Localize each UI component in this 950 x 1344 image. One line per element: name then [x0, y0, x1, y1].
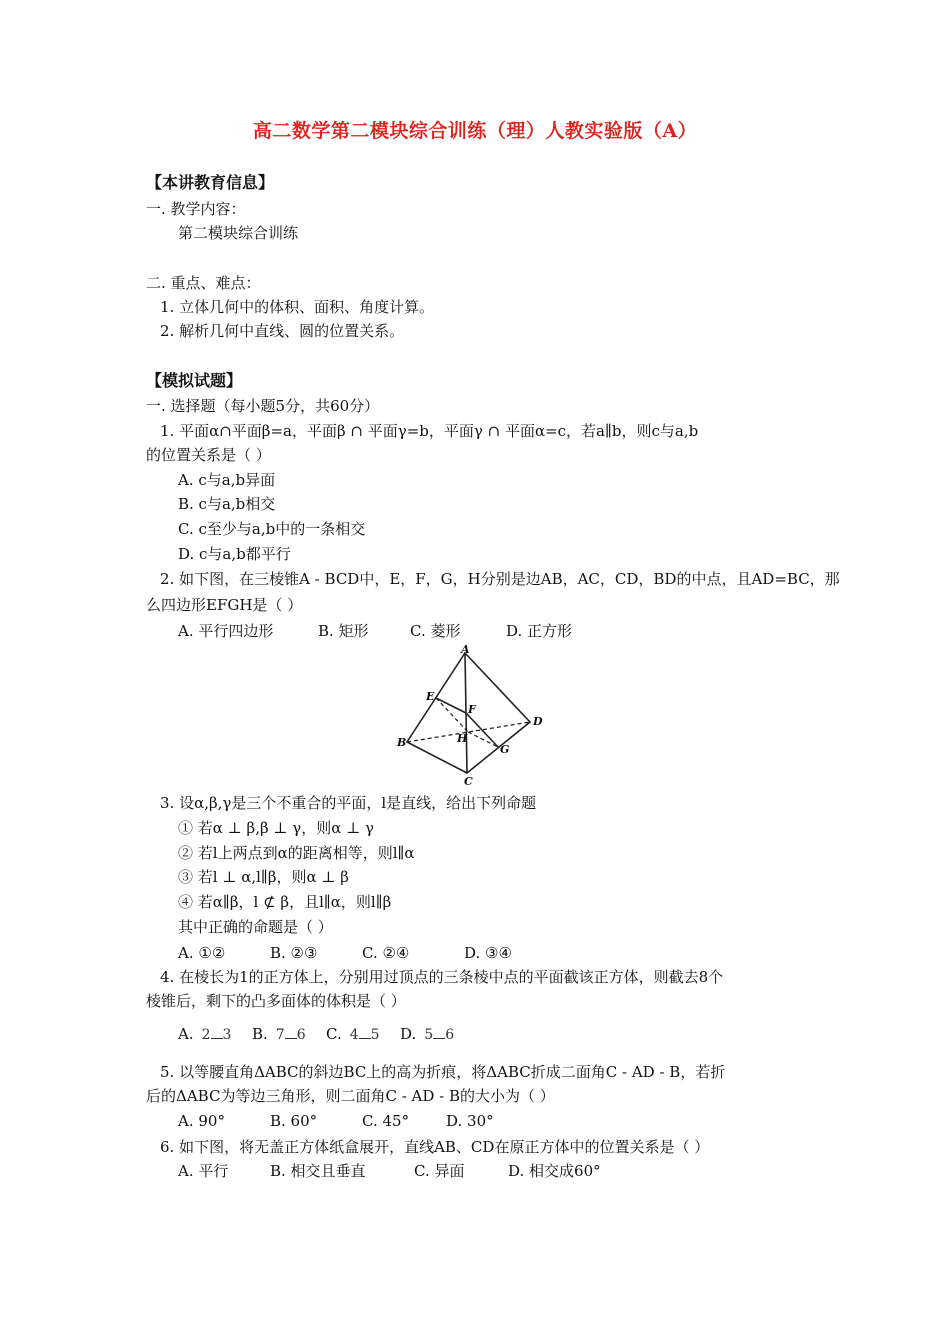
key-point-item: 2. 解析几何中直线、圆的位置关系。: [160, 322, 405, 340]
question-2-stem: 2. 如下图，在三棱锥A - BCD中，E，F，G，H分别是边AB，AC，CD，BD的中点，且AD=BC，那: [160, 570, 840, 588]
question-4-option: B. 7 6: [252, 1025, 306, 1043]
question-2-option: D. 正方形: [506, 622, 573, 640]
section-heading-practice: 【模拟试题】: [146, 371, 243, 390]
question-5-option: D. 30°: [446, 1112, 494, 1130]
question-1-option: B. c与a,b相交: [178, 495, 276, 513]
question-2-options: [178, 620, 572, 642]
question-4-options: [178, 1014, 458, 1054]
vertex-label-c: C: [464, 775, 473, 788]
question-3-option: B. ②③: [270, 944, 318, 962]
question-5-option: C. 45°: [362, 1112, 410, 1130]
question-3-proposition: ① 若α ⊥ β,β ⊥ γ，则α ⊥ γ: [178, 819, 374, 837]
question-3-proposition: ③ 若l ⊥ α,l∥β，则α ⊥ β: [178, 868, 349, 886]
question-1-option: A. c与a,b异面: [178, 471, 276, 489]
question-3-option: D. ③④: [464, 944, 512, 962]
question-6-option: C. 异面: [414, 1162, 465, 1180]
key-point-item: 1. 立体几何中的体积、面积、角度计算。: [160, 298, 435, 316]
question-5-stem: 5. 以等腰直角ΔABC的斜边BC上的高为折痕，将ΔABC折成二面角C - AD - B，若折: [160, 1063, 726, 1081]
vertex-label-f: F: [468, 703, 476, 716]
question-5-stem-cont: 后的ΔABC为等边三角形，则二面角C - AD - B的大小为（ ）: [146, 1087, 555, 1105]
section-heading-info: 【本讲教育信息】: [146, 173, 275, 192]
vertex-label-d: D: [533, 715, 543, 728]
question-4-option: A. 2 3: [178, 1025, 232, 1043]
question-1-option: D. c与a,b都平行: [178, 545, 291, 563]
question-3-option: C. ②④: [362, 944, 410, 962]
question-6-option: B. 相交且垂直: [270, 1162, 366, 1180]
question-2-option: A. 平行四边形: [178, 622, 274, 640]
question-2-stem-cont: 么四边形EFGH是（ ）: [146, 596, 303, 614]
question-4-stem-cont: 棱锥后，剩下的凸多面体的体积是（ ）: [146, 992, 406, 1010]
question-4-stem: 4. 在棱长为1的正方体上，分别用过顶点的三条棱中点的平面截该正方体，则截去8个: [160, 968, 724, 986]
question-4-option: C. 4 5: [326, 1025, 380, 1043]
question-3-proposition: ② 若l上两点到α的距离相等，则l∥α: [178, 844, 415, 862]
question-6-options: [178, 1160, 601, 1182]
part-label-multiple-choice: 一. 选择题（每小题5分，共60分）: [146, 397, 380, 415]
segment-ef: [436, 698, 466, 713]
question-5-option: B. 60°: [270, 1112, 318, 1130]
question-3-stem: 3. 设α,β,γ是三个不重合的平面，l是直线，给出下列命题: [160, 794, 537, 812]
key-points-label: 二. 重点、难点：: [146, 274, 261, 292]
question-4-option: D. 5 6: [400, 1025, 455, 1043]
question-2-option: C. 菱形: [410, 622, 461, 640]
edge-bc: [407, 742, 467, 773]
question-2-option: B. 矩形: [318, 622, 369, 640]
vertex-label-e: E: [426, 690, 435, 703]
segment-fg: [466, 713, 498, 747]
vertex-label-h: H: [457, 732, 468, 745]
teaching-content-text: 第二模块综合训练: [178, 224, 299, 242]
vertex-label-g: G: [500, 743, 510, 756]
question-1-stem: 1. 平面α∩平面β=a，平面β ∩ 平面γ=b，平面γ ∩ 平面α=c，若a∥b，则c与a,b: [160, 422, 699, 440]
question-1-option: C. c至少与a,b中的一条相交: [178, 520, 366, 538]
question-6-option: D. 相交成60°: [508, 1162, 601, 1180]
question-3-options: [178, 942, 512, 964]
vertex-label-b: B: [397, 736, 407, 749]
question-6-stem: 6. 如下图，将无盖正方体纸盒展开，直线AB、CD在原正方体中的位置关系是（ ）: [160, 1138, 710, 1156]
segment-eh-hidden: [436, 698, 468, 732]
question-3-ask: 其中正确的命题是（ ）: [178, 918, 333, 936]
question-5-option: A. 90°: [178, 1112, 225, 1130]
question-6-option: A. 平行: [178, 1162, 229, 1180]
vertex-label-a: A: [461, 645, 470, 656]
question-1-stem-cont: 的位置关系是（ ）: [146, 446, 271, 464]
question-3-option: A. ①②: [178, 944, 226, 962]
segment-hg-hidden: [468, 732, 498, 747]
tetrahedron-figure: [395, 645, 555, 790]
question-3-proposition: ④ 若α∥β，l ⊄ β，且l∥α，则l∥β: [178, 893, 392, 911]
teaching-content-label: 一. 教学内容：: [146, 200, 246, 218]
question-5-options: [178, 1110, 494, 1132]
document-title: 高二数学第二模块综合训练（理）人教实验版（A）: [252, 120, 698, 142]
